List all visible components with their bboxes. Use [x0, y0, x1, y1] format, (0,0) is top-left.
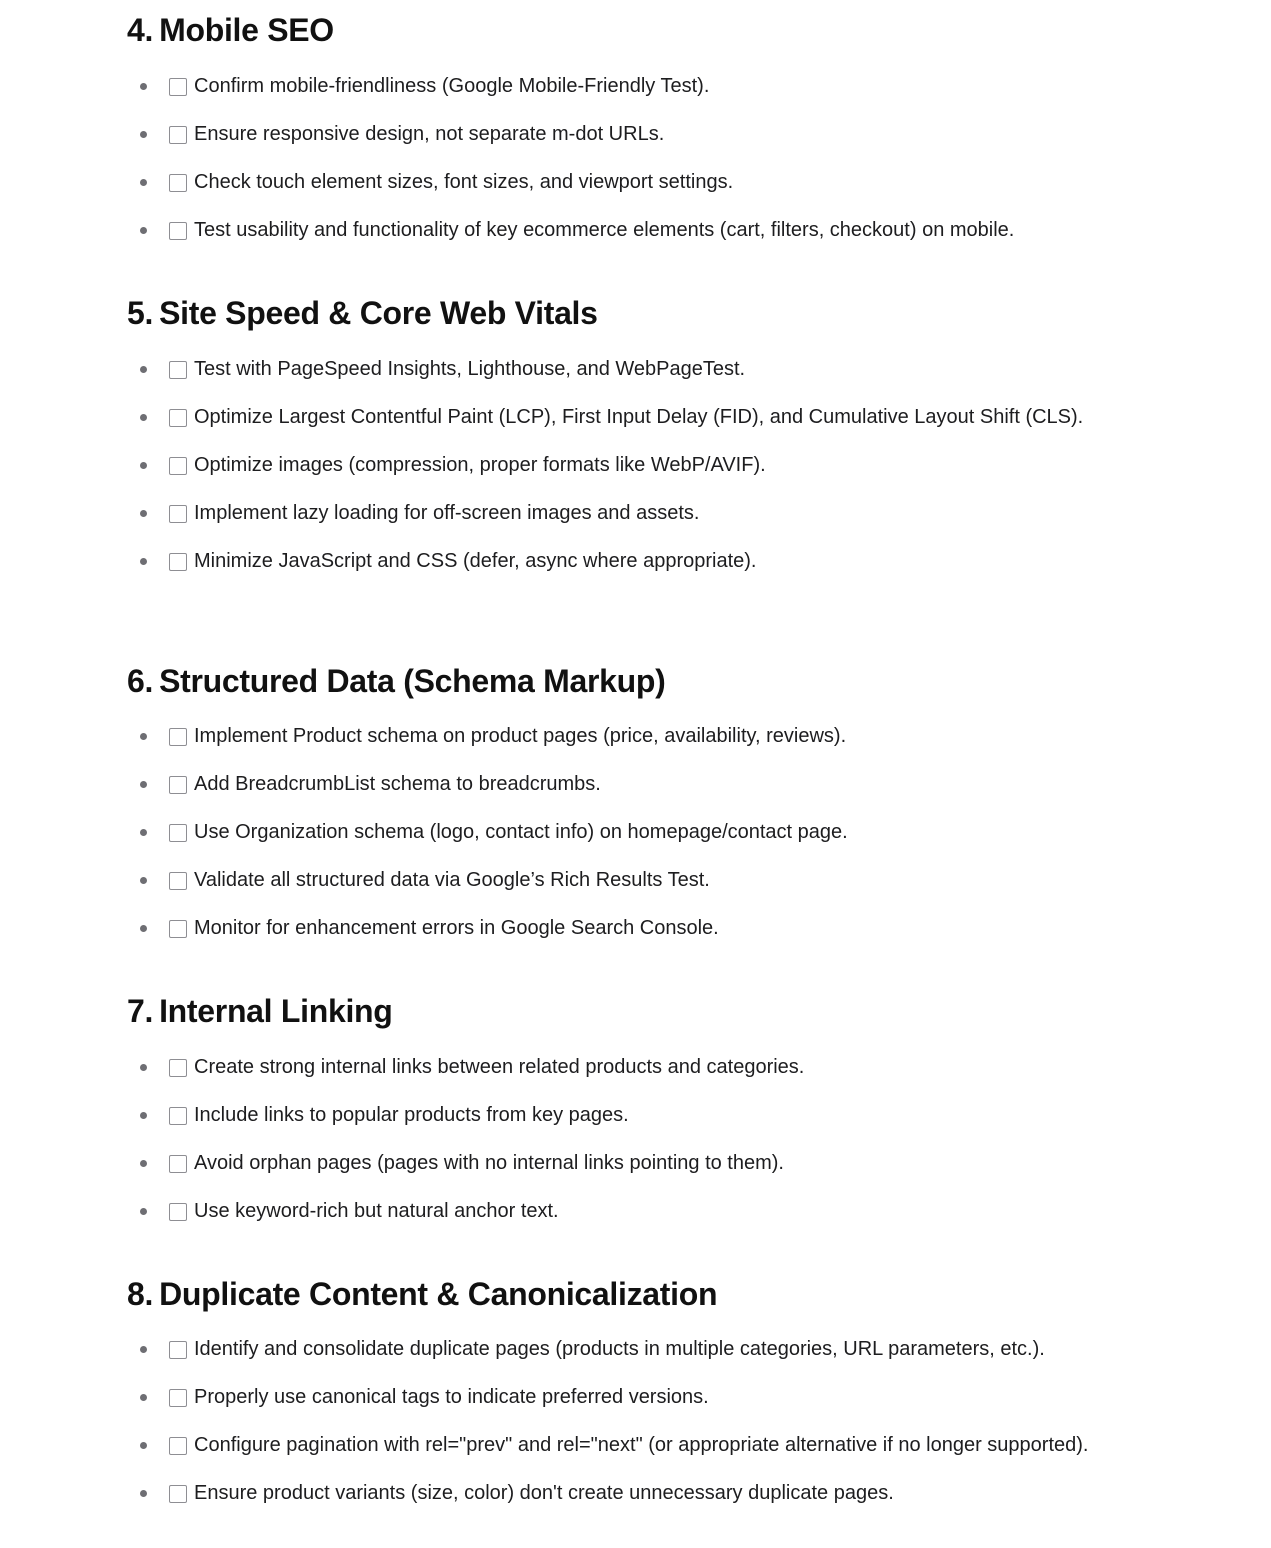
bullet-icon — [140, 131, 147, 138]
section-site-speed — [127, 293, 1137, 590]
section-number: 6. — [127, 663, 154, 699]
item-text: Include links to popular products from key pages. — [194, 1104, 629, 1126]
bullet-icon — [140, 781, 147, 788]
checkbox[interactable] — [169, 824, 187, 842]
item-text: Avoid orphan pages (pages with no internal links pointing to them). — [194, 1152, 784, 1174]
bullet-icon — [140, 1064, 147, 1071]
checkbox[interactable] — [169, 222, 187, 240]
bullet-icon — [140, 510, 147, 517]
checklist-item — [127, 350, 1137, 388]
checkbox[interactable] — [169, 1485, 187, 1503]
checkbox[interactable] — [169, 1437, 187, 1455]
checkbox[interactable] — [169, 872, 187, 890]
bullet-icon — [140, 877, 147, 884]
item-text: Properly use canonical tags to indicate preferred versions. — [194, 1386, 709, 1408]
checkbox[interactable] — [169, 1059, 187, 1077]
checkbox[interactable] — [169, 1341, 187, 1359]
bullet-icon — [140, 733, 147, 740]
section-heading — [127, 1274, 1137, 1314]
checklist-item — [127, 1096, 1137, 1134]
checkbox[interactable] — [169, 728, 187, 746]
item-text: Ensure responsive design, not separate m-dot URLs. — [194, 123, 665, 145]
bullet-icon — [140, 925, 147, 932]
section-title: Site Speed & Core Web Vitals — [159, 295, 598, 331]
checklist — [127, 1330, 1137, 1512]
item-text: Add BreadcrumbList schema to breadcrumbs. — [194, 773, 601, 795]
bullet-icon — [140, 366, 147, 373]
item-text: Create strong internal links between related products and categories. — [194, 1056, 805, 1078]
checklist-item — [127, 765, 1137, 803]
checkbox[interactable] — [169, 1389, 187, 1407]
section-title: Duplicate Content & Canonicalization — [159, 1276, 718, 1312]
checklist-item — [127, 494, 1137, 532]
item-text: Optimize Largest Contentful Paint (LCP), First Input Delay (FID), and Cumulative Layout Shift (CLS). — [194, 406, 1084, 428]
checkbox[interactable] — [169, 1155, 187, 1173]
checklist-item — [127, 163, 1137, 201]
item-text: Test usability and functionality of key ecommerce elements (cart, filters, checkout) on mobile. — [194, 219, 1015, 241]
bullet-icon — [140, 462, 147, 469]
bullet-icon — [140, 1346, 147, 1353]
item-text: Identify and consolidate duplicate pages (products in multiple categories, URL parameters, etc.). — [194, 1338, 1045, 1360]
bullet-icon — [140, 1490, 147, 1497]
checklist-item — [127, 861, 1137, 899]
bullet-icon — [140, 1112, 147, 1119]
item-text: Implement Product schema on product pages (price, availability, reviews). — [194, 725, 847, 747]
checklist-item — [127, 1144, 1137, 1182]
item-text: Ensure product variants (size, color) don't create unnecessary duplicate pages. — [194, 1482, 894, 1504]
checklist-item — [127, 398, 1137, 436]
bullet-icon — [140, 829, 147, 836]
section-internal-linking — [127, 991, 1137, 1240]
item-text: Check touch element sizes, font sizes, and viewport settings. — [194, 171, 734, 193]
checklist-item — [127, 1330, 1137, 1368]
item-text: Test with PageSpeed Insights, Lighthouse, and WebPageTest. — [194, 358, 746, 380]
item-text: Configure pagination with rel="prev" and rel="next" (or appropriate alternative if no longer supported). — [194, 1434, 1089, 1456]
bullet-icon — [140, 83, 147, 90]
checkbox[interactable] — [169, 776, 187, 794]
section-number: 7. — [127, 993, 154, 1029]
checkbox[interactable] — [169, 361, 187, 379]
checkbox[interactable] — [169, 553, 187, 571]
checkbox[interactable] — [169, 920, 187, 938]
item-text: Use Organization schema (logo, contact info) on homepage/contact page. — [194, 821, 848, 843]
bullet-icon — [140, 414, 147, 421]
bullet-icon — [140, 1394, 147, 1401]
section-title: Internal Linking — [159, 993, 393, 1029]
section-number: 8. — [127, 1276, 154, 1312]
bullet-icon — [140, 1442, 147, 1449]
checklist — [127, 1048, 1137, 1230]
section-heading — [127, 10, 1137, 50]
checklist — [127, 350, 1137, 580]
checkbox[interactable] — [169, 457, 187, 475]
item-text: Validate all structured data via Google’s Rich Results Test. — [194, 869, 710, 891]
checklist-item — [127, 542, 1137, 580]
checklist-item — [127, 909, 1137, 947]
checklist-item — [127, 1426, 1137, 1464]
section-title: Mobile SEO — [159, 12, 334, 48]
item-text: Implement lazy loading for off-screen images and assets. — [194, 502, 700, 524]
section-heading — [127, 661, 1137, 701]
checklist-item — [127, 1474, 1137, 1512]
checklist — [127, 67, 1137, 249]
section-duplicate-content — [127, 1274, 1137, 1522]
checklist-item — [127, 813, 1137, 851]
item-text: Confirm mobile-friendliness (Google Mobile-Friendly Test). — [194, 75, 710, 97]
section-number: 4. — [127, 12, 154, 48]
bullet-icon — [140, 227, 147, 234]
section-mobile-seo — [127, 10, 1137, 259]
checklist-item — [127, 446, 1137, 484]
section-heading — [127, 991, 1137, 1031]
section-heading — [127, 293, 1137, 333]
item-text: Monitor for enhancement errors in Google Search Console. — [194, 917, 719, 939]
checklist-item — [127, 1378, 1137, 1416]
checklist-item — [127, 1192, 1137, 1230]
checklist-item — [127, 211, 1137, 249]
section-title: Structured Data (Schema Markup) — [159, 663, 666, 699]
bullet-icon — [140, 1208, 147, 1215]
bullet-icon — [140, 1160, 147, 1167]
checkbox[interactable] — [169, 1107, 187, 1125]
checkbox[interactable] — [169, 409, 187, 427]
section-structured-data — [127, 661, 1137, 957]
item-text: Minimize JavaScript and CSS (defer, async where appropriate). — [194, 550, 757, 572]
checkbox[interactable] — [169, 505, 187, 523]
checklist — [127, 717, 1137, 947]
checkbox[interactable] — [169, 1203, 187, 1221]
checklist-item — [127, 717, 1137, 755]
bullet-icon — [140, 558, 147, 565]
item-text: Use keyword-rich but natural anchor text. — [194, 1200, 559, 1222]
bullet-icon — [140, 179, 147, 186]
checkbox[interactable] — [169, 78, 187, 96]
item-text: Optimize images (compression, proper formats like WebP/AVIF). — [194, 454, 766, 476]
checklist-item — [127, 1048, 1137, 1086]
checkbox[interactable] — [169, 174, 187, 192]
section-number: 5. — [127, 295, 154, 331]
checklist-item — [127, 115, 1137, 153]
checklist-item — [127, 67, 1137, 105]
checkbox[interactable] — [169, 126, 187, 144]
